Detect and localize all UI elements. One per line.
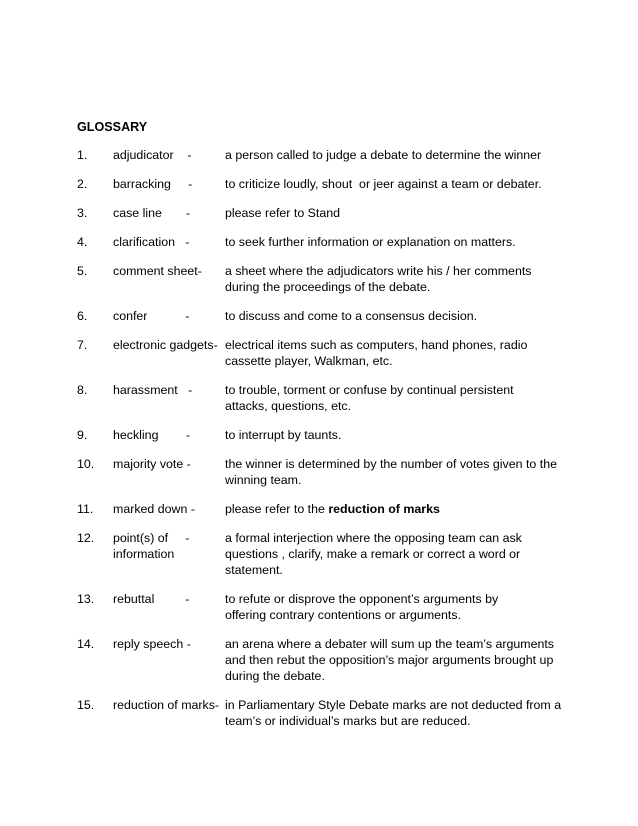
- definition-line: [225, 607, 577, 623]
- definition-line: [225, 147, 577, 163]
- entry-definition: [225, 205, 577, 221]
- definition-line: [225, 591, 577, 607]
- definition-line: [225, 697, 577, 713]
- entry-term: [113, 636, 225, 652]
- glossary-list: [77, 147, 577, 742]
- entry-definition: [225, 234, 577, 250]
- glossary-entry: [77, 456, 577, 488]
- entry-term: [113, 147, 225, 163]
- entry-number: 12.: [77, 531, 95, 545]
- definition-line: [225, 562, 577, 578]
- entry-number: 2.: [77, 177, 88, 191]
- entry-number: 14.: [77, 637, 95, 651]
- glossary-entry: [77, 205, 577, 221]
- glossary-entry: [77, 147, 577, 163]
- entry-term: [113, 176, 225, 192]
- definition-text: an arena where a debater will sum up the team’s arguments: [225, 637, 554, 651]
- entry-definition: [225, 337, 577, 369]
- definition-line: [225, 398, 577, 414]
- definition-text: please refer to Stand: [225, 206, 341, 220]
- definition-line: [225, 472, 577, 488]
- definition-line: [225, 353, 577, 369]
- entry-number: 10.: [77, 457, 95, 471]
- entry-term: [113, 591, 225, 607]
- definition-text: questions , clarify, make a remark or correct a word or: [225, 547, 521, 561]
- definition-text: a formal interjection where the opposing team can ask: [225, 531, 522, 545]
- definition-line: [225, 382, 577, 398]
- entry-number: 3.: [77, 206, 88, 220]
- entry-definition: [225, 382, 577, 414]
- definition-text: in Parliamentary Style Debate marks are not deducted from a: [225, 698, 562, 712]
- entry-term: [113, 263, 225, 279]
- definition-text: statement.: [225, 563, 283, 577]
- definition-line: [225, 501, 577, 517]
- definition-line: [225, 530, 577, 546]
- entry-definition: [225, 501, 577, 517]
- definition-line: [225, 263, 577, 279]
- entry-term: [113, 501, 225, 517]
- glossary-entry: [77, 382, 577, 414]
- definition-line: [225, 176, 577, 192]
- definition-text: team’s or individual’s marks but are reduced.: [225, 714, 471, 728]
- glossary-entry: [77, 308, 577, 324]
- definition-text: to criticize loudly, shout or jeer against a team or debater.: [225, 177, 542, 191]
- entry-definition: [225, 530, 577, 578]
- definition-line: [225, 652, 577, 668]
- definition-text: and then rebut the opposition’s major arguments brought up: [225, 653, 554, 667]
- term-line: harassment -: [113, 383, 193, 397]
- entry-term: [113, 308, 225, 324]
- term-line: case line -: [113, 206, 191, 220]
- entry-definition: [225, 697, 577, 729]
- definition-text: during the debate.: [225, 669, 325, 683]
- definition-line: [225, 234, 577, 250]
- definition-text: to seek further information or explanation on matters.: [225, 235, 516, 249]
- entry-number: 9.: [77, 428, 88, 442]
- entry-number: 11.: [77, 502, 94, 516]
- entry-term: [113, 456, 225, 472]
- definition-line: [225, 546, 577, 562]
- definition-text: to discuss and come to a consensus decision.: [225, 309, 478, 323]
- term-line: rebuttal -: [113, 592, 190, 606]
- entry-definition: [225, 636, 577, 684]
- entry-term: [113, 427, 225, 443]
- definition-line: [225, 308, 577, 324]
- glossary-title: GLOSSARY: [77, 120, 148, 134]
- definition-line: [225, 427, 577, 443]
- definition-bold-term: reduction of marks: [328, 502, 440, 516]
- entry-number: 13.: [77, 592, 95, 606]
- entry-number: 15.: [77, 698, 95, 712]
- term-line: reply speech -: [113, 637, 191, 651]
- entry-definition: [225, 308, 577, 324]
- term-line: reduction of marks-: [113, 698, 220, 712]
- term-line: comment sheet-: [113, 264, 202, 278]
- glossary-entry: [77, 337, 577, 369]
- term-line: clarification -: [113, 235, 190, 249]
- definition-text: to trouble, torment or confuse by continual persistent: [225, 383, 514, 397]
- entry-term: [113, 234, 225, 250]
- glossary-entry: [77, 591, 577, 623]
- entry-definition: [225, 147, 577, 163]
- definition-line: [225, 337, 577, 353]
- entry-definition: [225, 176, 577, 192]
- glossary-entry: [77, 697, 577, 729]
- definition-text: please refer to the: [225, 502, 329, 516]
- definition-text: to interrupt by taunts.: [225, 428, 342, 442]
- entry-number: 8.: [77, 383, 88, 397]
- glossary-entry: [77, 427, 577, 443]
- definition-line: [225, 636, 577, 652]
- term-line: information: [113, 547, 175, 561]
- entry-number: 7.: [77, 338, 88, 352]
- definition-text: the winner is determined by the number of votes given to the: [225, 457, 557, 471]
- term-line: confer -: [113, 309, 190, 323]
- definition-text: winning team.: [225, 473, 302, 487]
- definition-line: [225, 713, 577, 729]
- glossary-entry: [77, 263, 577, 295]
- entry-number: 6.: [77, 309, 88, 323]
- term-line: electronic gadgets-: [113, 338, 218, 352]
- term-line: majority vote -: [113, 457, 191, 471]
- entry-term: [113, 337, 225, 353]
- entry-definition: [225, 263, 577, 295]
- definition-line: [225, 668, 577, 684]
- entry-definition: [225, 591, 577, 623]
- entry-number: 1.: [77, 148, 88, 162]
- entry-term: [113, 382, 225, 398]
- entry-term: [113, 205, 225, 221]
- term-line: barracking -: [113, 177, 193, 191]
- definition-text: a person called to judge a debate to determine the winner: [225, 148, 542, 162]
- entry-term: [113, 530, 225, 562]
- definition-text: to refute or disprove the opponent’s arguments by: [225, 592, 499, 606]
- glossary-entry: [77, 530, 577, 578]
- entry-definition: [225, 456, 577, 488]
- definition-line: [225, 279, 577, 295]
- term-line: point(s) of -: [113, 531, 190, 545]
- definition-text: attacks, questions, etc.: [225, 399, 352, 413]
- term-line: heckling -: [113, 428, 191, 442]
- glossary-entry: [77, 176, 577, 192]
- term-line: adjudicator -: [113, 148, 192, 162]
- definition-text: offering contrary contentions or arguments.: [225, 608, 462, 622]
- entry-term: [113, 697, 225, 713]
- term-line: marked down -: [113, 502, 195, 516]
- definition-text: a sheet where the adjudicators write his / her comments: [225, 264, 532, 278]
- entry-number: 5.: [77, 264, 88, 278]
- entry-definition: [225, 427, 577, 443]
- definition-line: [225, 205, 577, 221]
- definition-line: [225, 456, 577, 472]
- glossary-entry: [77, 234, 577, 250]
- definition-text: during the proceedings of the debate.: [225, 280, 431, 294]
- definition-text: electrical items such as computers, hand phones, radio: [225, 338, 528, 352]
- glossary-entry: [77, 636, 577, 684]
- entry-number: 4.: [77, 235, 88, 249]
- definition-text: cassette player, Walkman, etc.: [225, 354, 393, 368]
- glossary-entry: [77, 501, 577, 517]
